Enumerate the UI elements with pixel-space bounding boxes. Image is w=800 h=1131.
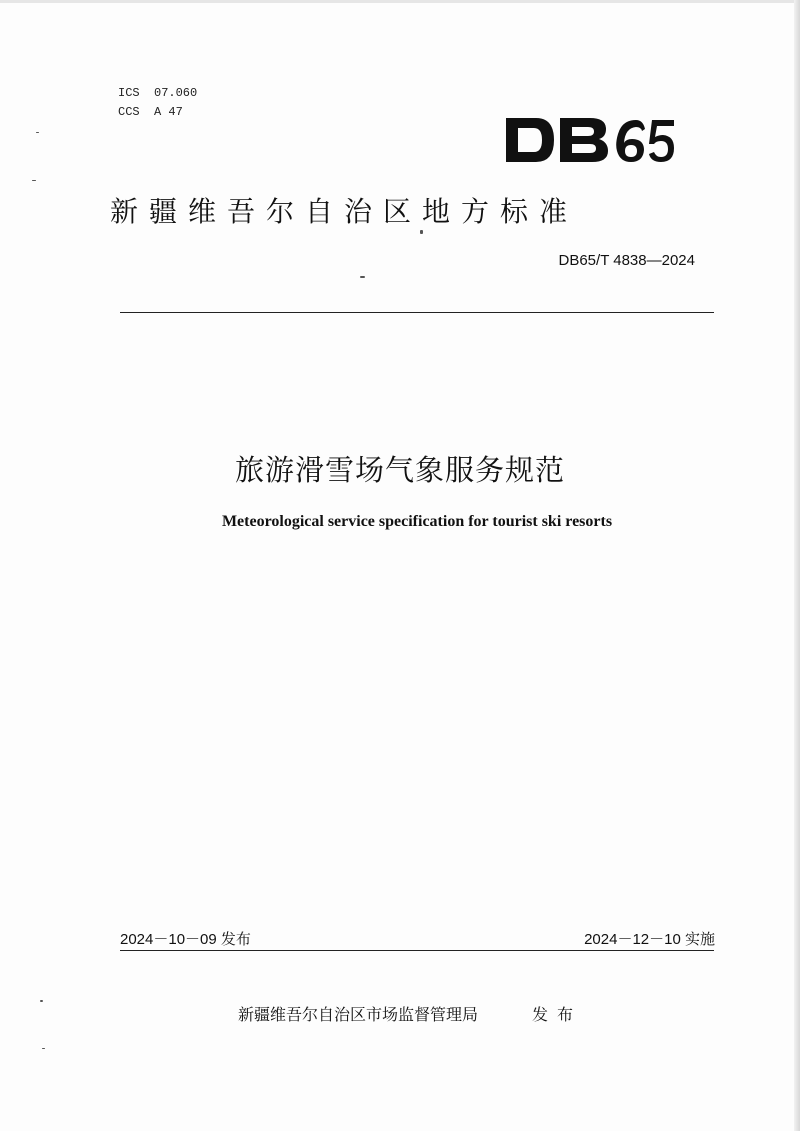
organization-title: 新疆维吾尔自治区地方标准 bbox=[110, 195, 579, 228]
issuing-authority: 新疆维吾尔自治区市场监督管理局 bbox=[238, 1005, 479, 1024]
scan-speck bbox=[42, 1048, 45, 1049]
scan-top-edge bbox=[0, 0, 800, 3]
footer-divider bbox=[120, 950, 714, 951]
issue-action: 发布 bbox=[532, 1005, 583, 1024]
classification-codes bbox=[118, 84, 197, 122]
scan-speck bbox=[420, 230, 423, 234]
standard-number: DB65/T 4838—2024 bbox=[558, 252, 695, 269]
document-title-cn: 旅游滑雪场气象服务规范 bbox=[234, 453, 565, 487]
scan-speck bbox=[36, 132, 39, 133]
scan-speck bbox=[360, 276, 365, 278]
scan-speck bbox=[32, 180, 36, 181]
db65-logo bbox=[496, 104, 676, 176]
ics-code: ICS 07.060 bbox=[118, 86, 198, 100]
header-divider bbox=[120, 312, 714, 313]
document-title-en: Meteorological service specification for tourist ski resorts bbox=[221, 513, 613, 530]
ccs-code: CCS A 47 bbox=[118, 105, 183, 119]
scan-speck bbox=[40, 1000, 43, 1002]
scan-right-edge bbox=[794, 0, 800, 1131]
issue-date: 2024－10－09 发布 bbox=[120, 931, 251, 948]
implementation-date: 2024－12－10 实施 bbox=[584, 931, 715, 948]
